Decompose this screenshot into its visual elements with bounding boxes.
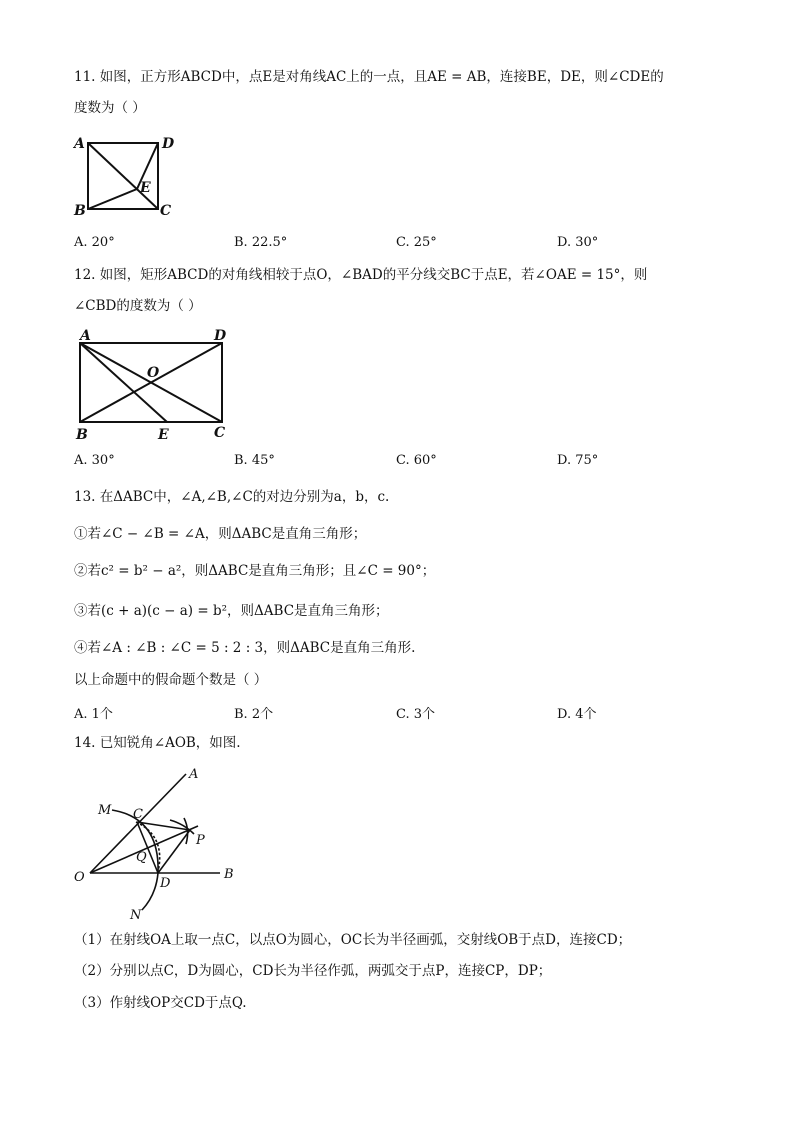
q11-stem-line2: 度数为（ ）	[74, 100, 146, 116]
q14-step-3: （3）作射线OP交CD于点Q.	[74, 995, 247, 1011]
q14-label-n: N	[130, 908, 142, 923]
q11-label-b: B	[74, 203, 86, 219]
q14-label-q: Q	[136, 850, 147, 865]
q11-option-a[interactable]: A. 20°	[74, 235, 115, 250]
q13-option-a[interactable]: A. 1个	[74, 707, 113, 722]
q14-step-2: （2）分别以点C，D为圆心，CD长为半径作弧，两弧交于点P，连接CP，DP；	[74, 963, 552, 979]
q12-label-a: A	[80, 328, 91, 344]
q13-option-d[interactable]: D. 4个	[557, 707, 597, 722]
q11-segment-be	[88, 189, 137, 209]
q13-option-c[interactable]: C. 3个	[396, 707, 436, 722]
q12-label-o: O	[147, 365, 160, 381]
q14-label-p: P	[196, 833, 205, 848]
q14-label-a: A	[189, 767, 199, 782]
q11-label-e: E	[140, 180, 151, 196]
q13-stem: 13. 在ΔABC中，∠A,∠B,∠C的对边分别为a，b，c.	[74, 489, 390, 505]
q14-figure	[70, 760, 250, 923]
q13-statement-4: ④若∠A : ∠B : ∠C = 5 : 2 : 3，则ΔABC是直角三角形.	[74, 640, 416, 656]
q14-label-d: D	[160, 876, 171, 891]
q12-label-c: C	[214, 425, 226, 441]
q13-statement-2: ②若c² = b² − a²，则ΔABC是直角三角形；且∠C = 90°；	[74, 563, 436, 579]
q11-stem-line1: 11. 如图，正方形ABCD中，点E是对角线AC上的一点，且AE = AB，连接BE，DE，则∠CDE的	[74, 69, 664, 85]
q12-option-a[interactable]: A. 30°	[74, 453, 115, 468]
q11-option-d[interactable]: D. 30°	[557, 235, 599, 250]
q11-option-b[interactable]: B. 22.5°	[234, 235, 288, 250]
q13-statement-1: ①若∠C − ∠B = ∠A，则ΔABC是直角三角形；	[74, 526, 367, 542]
q11-option-c[interactable]: C. 25°	[396, 235, 437, 250]
q11-diagonal-ac	[88, 143, 158, 209]
q14-stem: 14. 已知锐角∠AOB，如图.	[74, 735, 241, 751]
q14-label-o: O	[74, 870, 85, 885]
q13-question: 以上命题中的假命题个数是（ ）	[74, 672, 268, 688]
q11-label-a: A	[74, 136, 85, 152]
q12-label-d: D	[214, 328, 227, 344]
q14-label-b: B	[224, 867, 234, 882]
q12-stem-line2: ∠CBD的度数为（ ）	[74, 298, 202, 314]
q12-label-e: E	[158, 427, 169, 443]
q11-label-d: D	[162, 136, 175, 152]
q12-option-c[interactable]: C. 60°	[396, 453, 437, 468]
q11-label-c: C	[160, 203, 172, 219]
q12-label-b: B	[76, 427, 88, 443]
q12-figure	[70, 325, 240, 445]
q12-bisector-ae	[80, 343, 167, 422]
q14-label-c: C	[133, 807, 143, 822]
q13-option-b[interactable]: B. 2个	[234, 707, 274, 722]
q14-step-1: （1）在射线OA上取一点C，以点O为圆心，OC长为半径画弧，交射线OB于点D，连接CD；	[74, 932, 632, 948]
q14-label-m: M	[98, 803, 112, 818]
q12-stem-line1: 12. 如图，矩形ABCD的对角线相较于点O，∠BAD的平分线交BC于点E，若∠OAE = 15°，则	[74, 267, 648, 283]
q11-figure	[70, 132, 190, 222]
q12-option-b[interactable]: B. 45°	[234, 453, 275, 468]
q13-statement-3: ③若(c + a)(c − a) = b²，则ΔABC是直角三角形；	[74, 603, 389, 619]
q12-option-d[interactable]: D. 75°	[557, 453, 599, 468]
